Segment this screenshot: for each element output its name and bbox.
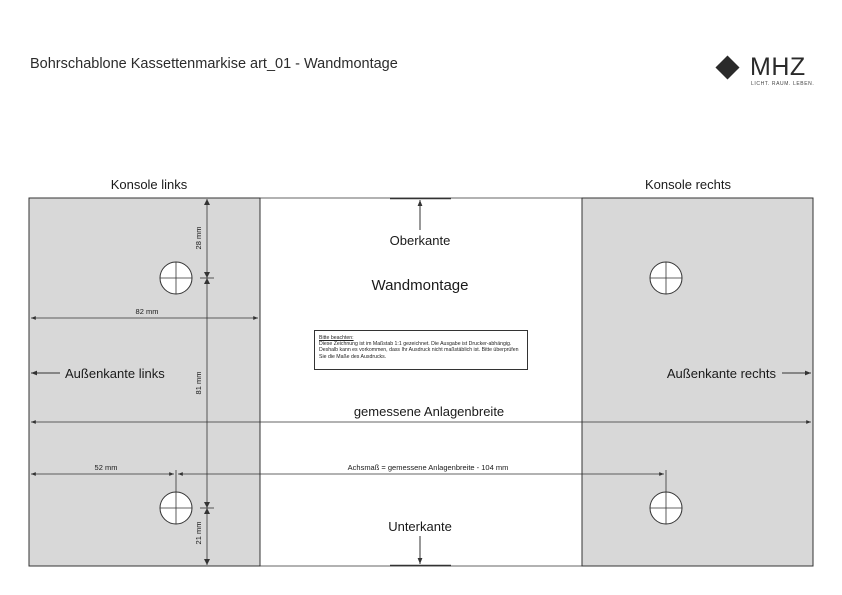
console-left-panel: [29, 198, 260, 566]
logo-wordmark: MHZ: [750, 53, 806, 81]
measured-width-label: gemessene Anlagenbreite: [353, 404, 505, 419]
page-title: Bohrschablone Kassettenmarkise art_01 - Wandmontage: [30, 56, 398, 72]
drill-hole: [160, 262, 192, 294]
drill-hole: [650, 492, 682, 524]
dim-82-label: 82 mm: [135, 307, 159, 316]
console-right-panel: [582, 198, 813, 566]
dim-81-label: 81 mm: [194, 371, 203, 395]
dim-21-label: 21 mm: [194, 521, 203, 545]
dim-52-label: 52 mm: [94, 463, 118, 472]
mounting-label: Wandmontage: [371, 277, 469, 294]
notice-body: Diese Zeichnung ist im Maßstab 1:1 gezeichnet. Die Ausgabe ist Drucker-abhängig. Deshalb kann es vorkommen, dass Ihr Ausdruck nicht maßstäblich ist. Bitte überprüfen Sie die Maße des Ausdrucks.: [319, 341, 519, 360]
drill-hole: [160, 492, 192, 524]
notice-heading: Bitte beachten:: [319, 335, 354, 341]
bottom-edge-label: Unterkante: [388, 519, 452, 534]
outer-left-label: Außenkante links: [65, 366, 165, 381]
logo-tagline: LICHT. RAUM. LEBEN.: [751, 81, 815, 87]
outer-right-label: Außenkante rechts: [666, 366, 776, 381]
console-right-label: Konsole rechts: [645, 177, 731, 192]
print-notice-box: [314, 330, 528, 370]
dim-28-label: 28 mm: [194, 226, 203, 250]
top-edge-label: Oberkante: [389, 233, 451, 248]
drill-hole: [650, 262, 682, 294]
console-left-label: Konsole links: [110, 177, 188, 192]
axis-formula-label: Achsmaß = gemessene Anlagenbreite - 104 mm: [347, 463, 509, 472]
